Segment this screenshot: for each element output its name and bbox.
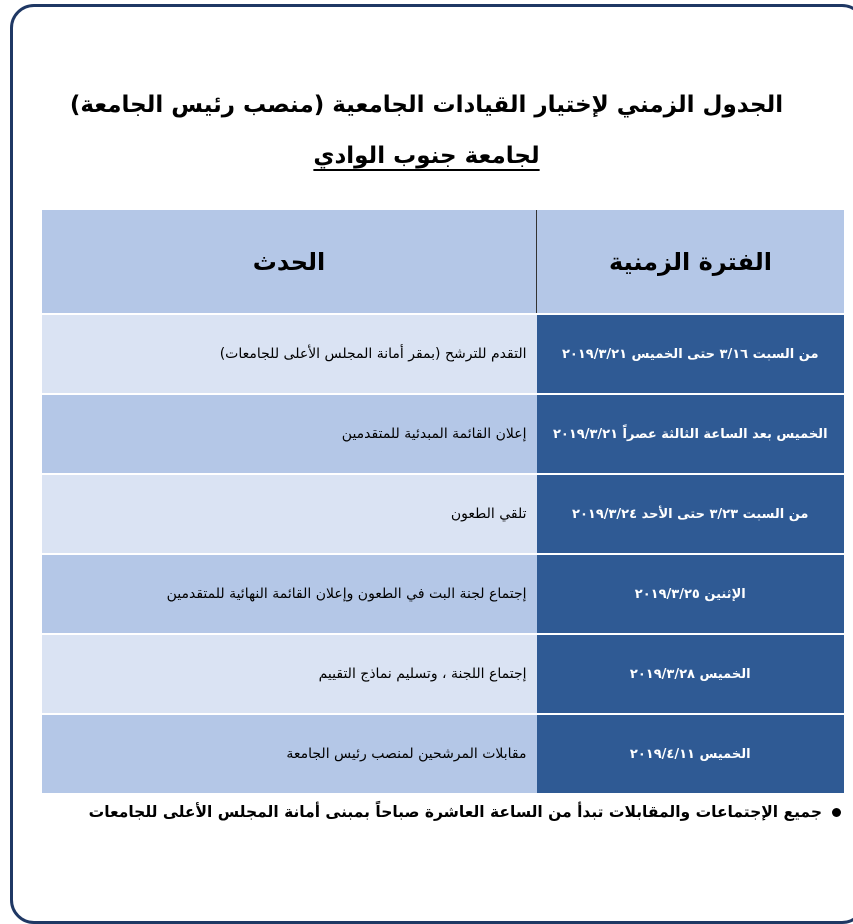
row-event: تلقي الطعون xyxy=(42,474,537,554)
header-period: الفترة الزمنية xyxy=(537,210,845,314)
table-row xyxy=(42,474,844,554)
table-row xyxy=(42,714,844,794)
row-period: الإثنين ٢٠١٩/٣/٢٥ xyxy=(537,554,845,634)
row-period: الخميس بعد الساعة الثالثة عصراً ٢٠١٩/٣/٢١ xyxy=(537,394,845,474)
document-title: الجدول الزمني لإختيار القيادات الجامعية (منصب رئيس الجامعة) xyxy=(69,92,784,118)
document-subtitle xyxy=(0,143,853,169)
row-event: مقابلات المرشحين لمنصب رئيس الجامعة xyxy=(42,714,537,794)
table-row xyxy=(42,394,844,474)
row-event: إجتماع لجنة البت في الطعون وإعلان القائمة النهائية للمتقدمين xyxy=(42,554,537,634)
row-period: من السبت ٣/٢٣ حتى الأحد ٢٠١٩/٣/٢٤ xyxy=(537,474,845,554)
table-row xyxy=(42,554,844,634)
row-event: إجتماع اللجنة ، وتسليم نماذج التقييم xyxy=(42,634,537,714)
table-header-row xyxy=(42,210,844,314)
university-name: لجامعة جنوب الوادي xyxy=(313,143,540,169)
footnote-text: جميع الإجتماعات والمقابلات تبدأ من الساعة العاشرة صباحاً بمبنى أمانة المجلس الأعلى للجامعات xyxy=(88,803,822,821)
row-event: التقدم للترشح (بمقر أمانة المجلس الأعلى للجامعات) xyxy=(42,314,537,394)
bullet-icon xyxy=(832,808,841,817)
row-event: إعلان القائمة المبدئية للمتقدمين xyxy=(42,394,537,474)
schedule-table xyxy=(42,210,844,795)
header-event: الحدث xyxy=(42,210,537,314)
row-period: الخميس ٢٠١٩/٣/٢٨ xyxy=(537,634,845,714)
row-period: الخميس ٢٠١٩/٤/١١ xyxy=(537,714,845,794)
table-row xyxy=(42,634,844,714)
footnote xyxy=(41,803,841,821)
row-period: من السبت ٣/١٦ حتى الخميس ٢٠١٩/٣/٢١ xyxy=(537,314,845,394)
table-row xyxy=(42,314,844,394)
